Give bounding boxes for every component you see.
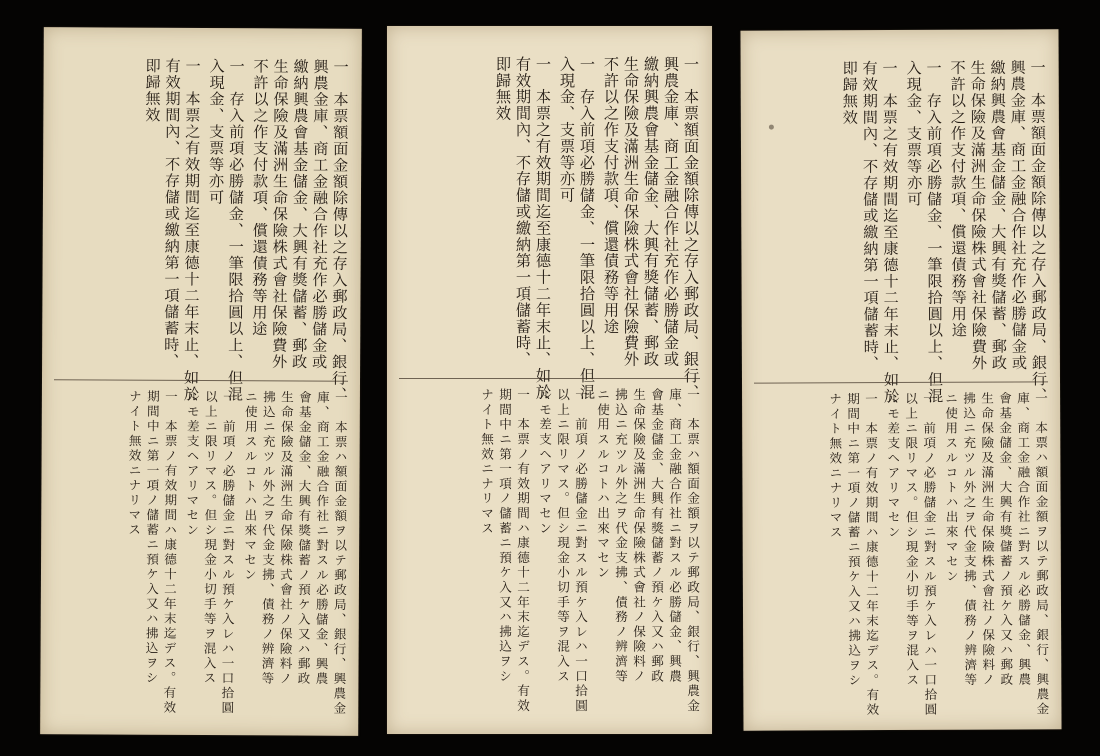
- terms-column: 庫、商工金融合作社ニ對スル必勝儲金、興農: [667, 388, 682, 684]
- terms-column: 不許以之作支付款項、償還債務等用途: [602, 56, 620, 335]
- terms-column: 有效期間內、不存儲或繳納第一項儲蓄時、: [514, 56, 532, 368]
- terms-column: 興農金庫、商工金融合作社充作必勝儲金或: [662, 56, 680, 368]
- terms-column: 即歸無效: [494, 56, 512, 122]
- terms-column: 入現金、支票等亦可: [904, 59, 924, 208]
- terms-column: 會基金儲金、大興有獎儲蓄ノ預ケ入又ハ郵政: [649, 388, 664, 684]
- terms-column: 庫、商工金融合作社ニ對スル必勝儲金、興農: [1015, 391, 1032, 688]
- terms-column: 以上ニ限リマス。但シ現金小切手等ヲ混入ス: [555, 388, 570, 684]
- terms-column: 以上ニ限リマス。但シ現金小切手等ヲ混入ス: [201, 390, 218, 687]
- japanese-terms-block: [756, 391, 1050, 718]
- terms-column: 一 存入前項必勝儲金、一筆限拾圓以上、但混: [225, 58, 246, 403]
- terms-column: 不許以之作支付款項、償還債務等用途: [948, 59, 968, 339]
- terms-column: ルモ差支ヘアリマセン: [184, 389, 200, 538]
- terms-column: 繳納興農會基金儲金、大興有獎儲蓄、郵政: [988, 59, 1008, 372]
- terms-column: 一 前項ノ必勝儲金ニ對スル預ケ入レハ一口拾圓: [573, 388, 588, 714]
- terms-column: 會基金儲金、大興有獎儲蓄ノ預ケ入又ハ郵政: [997, 391, 1014, 688]
- terms-column: 一 存入前項必勝儲金、一筆限拾圓以上、但混: [924, 59, 945, 405]
- terms-column: 一 前項ノ必勝儲金ニ對スル預ケ入レハ一口拾圓: [921, 391, 938, 718]
- terms-column: 期間中ニ第一項ノ儲蓄ニ預ケ入又ハ拂込ヲシ: [845, 392, 862, 689]
- ticket-card-2: [387, 26, 712, 734]
- terms-column: 一 本票額面金額除傳以之存入郵政局、銀行、: [682, 56, 700, 401]
- terms-column: 生命保險及滿洲生命保險株式會社ノ保險料ノ: [979, 391, 996, 688]
- terms-column: 興農金庫、商工金融合作社充作必勝儲金或: [310, 58, 330, 371]
- terms-column: ナイト無效ニナリマス: [126, 389, 142, 538]
- japanese-terms-block: [401, 388, 700, 714]
- terms-column: 期間中ニ第一項ノ儲蓄ニ預ケ入又ハ拂込ヲシ: [143, 389, 160, 686]
- terms-column: ルモ差支ヘアリマセン: [885, 392, 901, 541]
- terms-column: 有效期間內、不存儲或繳納第一項儲蓄時、: [162, 57, 182, 370]
- terms-column: ニ使用スルコトハ出來マセン: [595, 388, 610, 581]
- terms-column: 繳納興農會基金儲金、大興有獎儲蓄、郵政: [290, 58, 310, 371]
- terms-column: ナイト無效ニナリマス: [827, 392, 843, 541]
- terms-column: 一 本票額面金額除傳以之存入郵政局、銀行、: [1028, 59, 1049, 404]
- terms-column: 拂込ニ充ツル外之ヲ代金支拂、債務ノ辨濟等: [613, 388, 628, 684]
- terms-column: 一 存入前項必勝儲金、一筆限拾圓以上、但混: [578, 56, 596, 401]
- terms-column: 有效期間內、不存儲或繳納第一項儲蓄時、: [860, 60, 880, 372]
- terms-column: 一 本票之有效期間迄至康德十二年末止、如於: [880, 60, 901, 405]
- terms-column: 會基金儲金、大興有獎儲蓄ノ預ケ入又ハ郵政: [295, 390, 312, 687]
- chinese-terms-block: [56, 57, 350, 404]
- terms-column: 期間中ニ第一項ノ儲蓄ニ預ケ入又ハ拂込ヲシ: [497, 388, 512, 684]
- terms-column: 生命保險及滿洲生命保險株式會社保險費外: [622, 56, 640, 368]
- japanese-terms-block: [54, 389, 348, 717]
- chinese-terms-block: [755, 59, 1049, 405]
- terms-column: 不許以之作支付款項、償還債務等用途: [250, 58, 270, 338]
- terms-column: 一 前項ノ必勝儲金ニ對スル預ケ入レハ一口拾圓: [219, 390, 236, 716]
- terms-column: 即歸無效: [840, 60, 859, 126]
- terms-column: 一 本票ノ有效期間ハ康德十二年末迄デス。有效: [515, 388, 530, 714]
- terms-column: 庫、商工金融合作社ニ對スル必勝儲金、興農: [313, 390, 330, 687]
- section-divider: [399, 378, 700, 379]
- ink-spot: [769, 125, 774, 130]
- terms-column: 繳納興農會基金儲金、大興有獎儲蓄、郵政: [642, 56, 660, 368]
- terms-column: 以上ニ限リマス。但シ現金小切手等ヲ混入ス: [903, 391, 920, 688]
- terms-column: 即歸無效: [143, 57, 162, 124]
- terms-column: 生命保險及滿洲生命保險株式會社保險費外: [968, 59, 988, 372]
- terms-column: 拂込ニ充ツル外之ヲ代金支拂、債務ノ辨濟等: [259, 390, 276, 687]
- ticket-card-1: [40, 27, 362, 736]
- terms-column: 生命保險及滿洲生命保險株式會社ノ保險料ノ: [277, 390, 294, 687]
- terms-column: ニ使用スルコトハ出來マセン: [241, 390, 258, 583]
- terms-column: 一 本票之有效期間迄至康德十二年末止、如於: [534, 56, 552, 401]
- terms-column: 一 本票ノ有效期間ハ康德十二年末迄デス。有效: [161, 389, 178, 716]
- chinese-terms-block: [401, 56, 700, 401]
- terms-column: 一 本票ハ額面金額ヲ以テ郵政局、銀行、興農金: [331, 390, 348, 717]
- terms-column: 興農金庫、商工金融合作社充作必勝儲金或: [1008, 59, 1028, 372]
- terms-column: 入現金、支票等亦可: [558, 56, 576, 204]
- terms-column: 一 本票之有效期間迄至康德十二年末止、如於: [181, 57, 202, 403]
- ticket-card-3: [740, 29, 1061, 730]
- terms-column: 生命保險及滿洲生命保險株式會社保險費外: [270, 58, 290, 371]
- terms-column: 一 本票額面金額除傳以之存入郵政局、銀行、: [329, 58, 350, 404]
- terms-column: ルモ差支ヘアリマセン: [537, 388, 552, 536]
- terms-column: ニ使用スルコトハ出來マセン: [943, 391, 959, 585]
- terms-column: 一 本票ノ有效期間ハ康德十二年末迄デス。有效: [863, 392, 880, 718]
- terms-column: 入現金、支票等亦可: [206, 58, 226, 206]
- terms-column: ナイト無效ニナリマス: [479, 388, 494, 536]
- terms-column: 一 本票ハ額面金額ヲ以テ郵政局、銀行、興農金: [1033, 391, 1050, 718]
- terms-column: 拂込ニ充ツル外之ヲ代金支拂、債務ノ辨濟等: [961, 391, 978, 688]
- terms-column: 一 本票ハ額面金額ヲ以テ郵政局、銀行、興農金: [685, 388, 700, 714]
- terms-column: 生命保險及滿洲生命保險株式會社ノ保險料ノ: [631, 388, 646, 684]
